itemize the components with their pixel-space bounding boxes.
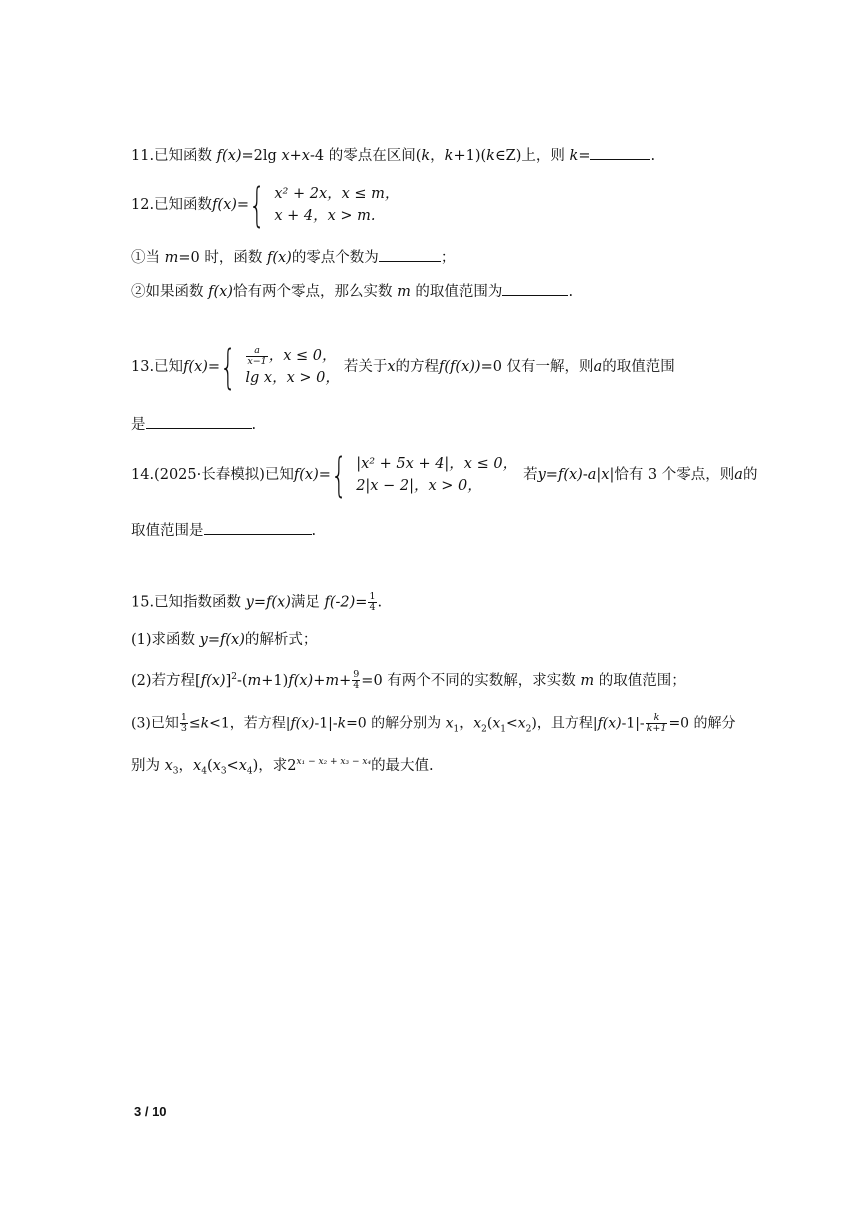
q15-p2-text: (2)若方程[ [131, 672, 201, 689]
q11-comma: ， [430, 148, 445, 164]
q15-p3-x4: x [193, 757, 202, 774]
q15-p2-h: 的取值范围； [594, 672, 686, 689]
q11-k4: k [569, 148, 579, 164]
q12-sub2-text-2: 恰有两个零点，那么实数 [232, 284, 398, 300]
q15-p2-m2: m [325, 672, 340, 689]
q15-p3-k2: k [337, 715, 347, 732]
q12-formula [131, 178, 400, 232]
q14-absx: |x| [596, 467, 615, 483]
q12-sub2 [131, 281, 573, 302]
q11-eq: = [578, 148, 591, 164]
q11-text-3: -4 的零点在区间( [309, 148, 422, 164]
q13-line [131, 340, 675, 394]
q15-p3-lt: < [506, 715, 518, 732]
q15-p2-m: m [247, 672, 262, 689]
q15-p3-l2-end: 的最大值. [371, 757, 434, 774]
q13-line-2 [131, 414, 256, 435]
q14-line-2 [131, 520, 316, 541]
q11-x: x [281, 148, 290, 164]
q15-p3-s2: 2 [481, 724, 487, 735]
page-number: 3 / 10 [134, 1104, 167, 1119]
q13-answer-blank[interactable] [146, 414, 252, 429]
q15-p3-frac2-den: k+1 [646, 723, 667, 734]
q12-sub2-end: . [568, 284, 574, 300]
q12-cases [274, 183, 399, 227]
q15-p3-g: )，且方程| [531, 715, 598, 732]
q15-p3-b: <1，若方程| [209, 715, 291, 732]
q11-fx: f(x) [216, 148, 242, 164]
q15-p3-s1: 1 [453, 724, 460, 735]
q15-p3-s1b: 1 [500, 724, 506, 735]
q13-eq: = [207, 359, 221, 375]
q15-p2-frac-den: 4 [353, 680, 360, 692]
q14-text-2: 若 [523, 467, 538, 483]
q12-sub1-text-2: =0 时，函数 [178, 250, 267, 266]
q11-answer-blank[interactable] [590, 145, 650, 160]
q15-p3-frac-num: 1 [180, 712, 187, 723]
q15-p3-s2b: 2 [525, 724, 532, 735]
q12-fx: f(x) [212, 197, 237, 213]
q15-p3-f: ( [486, 715, 493, 732]
q15-p2-c: -( [236, 672, 248, 689]
q12-sub2-answer-blank[interactable] [502, 281, 568, 296]
q15-yfx: y=f(x) [245, 594, 291, 611]
q13-frac-den: x−1 [247, 355, 267, 367]
q13-cases [245, 345, 339, 389]
q12-sub1-answer-blank[interactable] [379, 247, 441, 262]
q11-text: 11.已知函数 [131, 148, 217, 164]
q15-p3-frac-den: 3 [180, 723, 187, 734]
q15-p2-fx: f(x) [200, 672, 226, 689]
q12-case-2: x + 4，x > m. [274, 208, 376, 224]
q15-p1-text-2: 的解析式； [244, 632, 318, 648]
q15-p2-e: + [313, 672, 326, 689]
q14-a: a [587, 467, 597, 483]
q12-sub2-text-3: 的取值范围为 [410, 284, 503, 300]
q11-k1: k [421, 148, 431, 164]
q15-part2 [131, 667, 686, 691]
q15-frac-den: 4 [369, 602, 376, 613]
q11-text-2: =2lg [241, 148, 282, 164]
q15-p3-s3b: 3 [220, 766, 227, 777]
q15-frac [368, 592, 376, 613]
q12-sub2-text: ②如果函数 [131, 284, 209, 300]
q13-fx: f(x) [183, 359, 208, 375]
q13-line2-text: 是 [131, 417, 146, 433]
q15-part1 [131, 630, 317, 650]
q15-p3-frac2 [646, 713, 668, 734]
q15-p3-frac2-num: k [653, 712, 660, 723]
q15-p3-i: =0 的解分 [668, 715, 736, 732]
q13-line2-end: . [251, 417, 257, 433]
q15-p3-x3b: x [212, 757, 221, 774]
q11-text-4: +1)( [453, 148, 487, 164]
q15-p3-k: k [200, 715, 210, 732]
q14-fx2: f(x) [557, 467, 583, 483]
q15-p3-s4b: 4 [246, 766, 253, 777]
q14-line2-end: . [311, 523, 317, 539]
q15-p3-a: ≤ [188, 715, 201, 732]
q15-p3-x1b: x [492, 715, 501, 732]
q15-p3-l2-b: ( [206, 757, 213, 774]
q15-p2-f: + [339, 672, 352, 689]
q15-p2-g: =0 有两个不同的实数解，求实数 [361, 672, 581, 689]
q11-end: . [650, 148, 656, 164]
q15-part3 [131, 713, 736, 739]
q13-ffx: f(f(x)) [439, 359, 481, 375]
q12-text: 12.已知函数 [131, 197, 213, 213]
q14-case-1: |x² + 5x + 4|，x ≤ 0， [356, 456, 518, 472]
q11-plus: + [289, 148, 302, 164]
q15-p3-l2-a: ， [178, 757, 194, 774]
q15-p3-h: -1|- [621, 715, 645, 732]
q11-line [131, 145, 655, 166]
q15-fm2: f(-2)= [324, 594, 368, 611]
q15-p3-l2-lt: < [226, 757, 239, 774]
q13-text: 13.已知 [131, 359, 184, 375]
q14-formula [131, 448, 758, 502]
q14-answer-blank[interactable] [204, 520, 312, 535]
q15-p3-x3: x [164, 757, 173, 774]
q15-p2-sup: 2 [231, 672, 237, 682]
q12-sub1 [131, 247, 455, 268]
q13-text-3: 的方程 [395, 359, 440, 375]
q13-text-2: 若关于 [343, 359, 388, 375]
q13-x: x [387, 359, 396, 375]
q13-formula [131, 340, 675, 394]
q14-eq2: = [545, 467, 558, 483]
q12-sub2-m: m [397, 284, 411, 300]
q13-brace: { [220, 340, 237, 394]
q12-eq: = [236, 197, 250, 213]
q15-p2-frac [352, 670, 360, 691]
q12-line [131, 178, 400, 232]
q13-text-4: =0 仅有一解，则 [480, 359, 594, 375]
q15-p2-frac-num: 9 [353, 669, 360, 681]
q15-p2-d: +1) [261, 672, 289, 689]
q13-case-1-rest: ，x ≤ 0， [268, 348, 337, 364]
q15-p1-text: (1)求函数 [131, 632, 200, 648]
q15-part3-line2 [131, 752, 434, 782]
q11-x2: x [301, 148, 310, 164]
q14-line2-text: 取值范围是 [131, 523, 204, 539]
q14-brace: { [330, 448, 348, 502]
q15-p3-s4: 4 [201, 766, 207, 777]
q15-p3-l2-text: 别为 [131, 757, 165, 774]
q15-end: . [377, 594, 383, 611]
q15-p1-yfx: y=f(x) [199, 632, 245, 648]
q14-minus: - [582, 467, 588, 483]
q15-p2-m3: m [580, 672, 595, 689]
q15-text-2: 满足 [290, 594, 325, 611]
q14-y: y [537, 467, 546, 483]
q15-p3-fx2: f(x) [597, 715, 622, 732]
q15-p3-c: -1|- [314, 715, 338, 732]
q15-p3-l2-c: )，求 [252, 757, 288, 774]
q15-p3-s3: 3 [172, 766, 179, 777]
q15-p3-text: (3)已知 [131, 715, 179, 732]
q15-p3-d: =0 的解分别为 [346, 715, 446, 732]
q15-p3-fx: f(x) [290, 715, 315, 732]
q12-case-1: x² + 2x，x ≤ m， [274, 186, 400, 202]
q11-k3: k [486, 148, 495, 164]
q11-text-5: ∈Z)上，则 [494, 148, 570, 164]
q15-p3-x2b: x [517, 715, 526, 732]
q12-sub1-m: m [164, 250, 179, 266]
q12-sub1-text: ①当 [131, 250, 165, 266]
q12-sub1-text-3: 的零点个数为 [291, 250, 379, 266]
q12-sub1-fx: f(x) [266, 250, 292, 266]
q13-a: a [593, 359, 603, 375]
q14-line [131, 448, 758, 502]
q12-sub2-fx: f(x) [208, 284, 233, 300]
q14-a2: a [734, 467, 743, 483]
q14-text-4: 的 [742, 467, 758, 483]
q12-brace: { [249, 178, 266, 232]
q15-p2-fx2: f(x) [288, 672, 314, 689]
q15-p3-x4b: x [238, 757, 247, 774]
q13-case-1 [245, 345, 339, 367]
q14-cases [356, 453, 517, 497]
q11-k2: k [444, 148, 454, 164]
q13-frac-num: a [254, 344, 260, 356]
q15-p3-exp: x₁ − x₂ + x₃ − x₄ [296, 757, 372, 767]
q12-sub1-end: ； [440, 250, 456, 266]
q15-p3-base: 2 [287, 757, 297, 774]
q15-line [131, 592, 382, 613]
q15-p3-x2: x [473, 715, 482, 732]
q14-eq: = [318, 467, 331, 483]
q15-text: 15.已知指数函数 [131, 594, 246, 611]
q13-frac [246, 346, 267, 367]
q14-text: 14.(2025·长春模拟)已知 [131, 467, 294, 483]
q14-text-3: 恰有 3 个零点，则 [614, 467, 735, 483]
q15-frac-num: 1 [369, 591, 376, 602]
q15-p3-frac [180, 713, 188, 734]
q14-case-2: 2|x − 2|，x > 0， [356, 478, 482, 494]
q13-text-5: 的取值范围 [602, 359, 675, 375]
q14-fx: f(x) [293, 467, 319, 483]
q13-case-2: lg x，x > 0， [245, 370, 340, 386]
q15-p3-e: ， [459, 715, 474, 732]
q15-p2-b: ] [225, 672, 232, 689]
q15-p3-x1: x [445, 715, 454, 732]
